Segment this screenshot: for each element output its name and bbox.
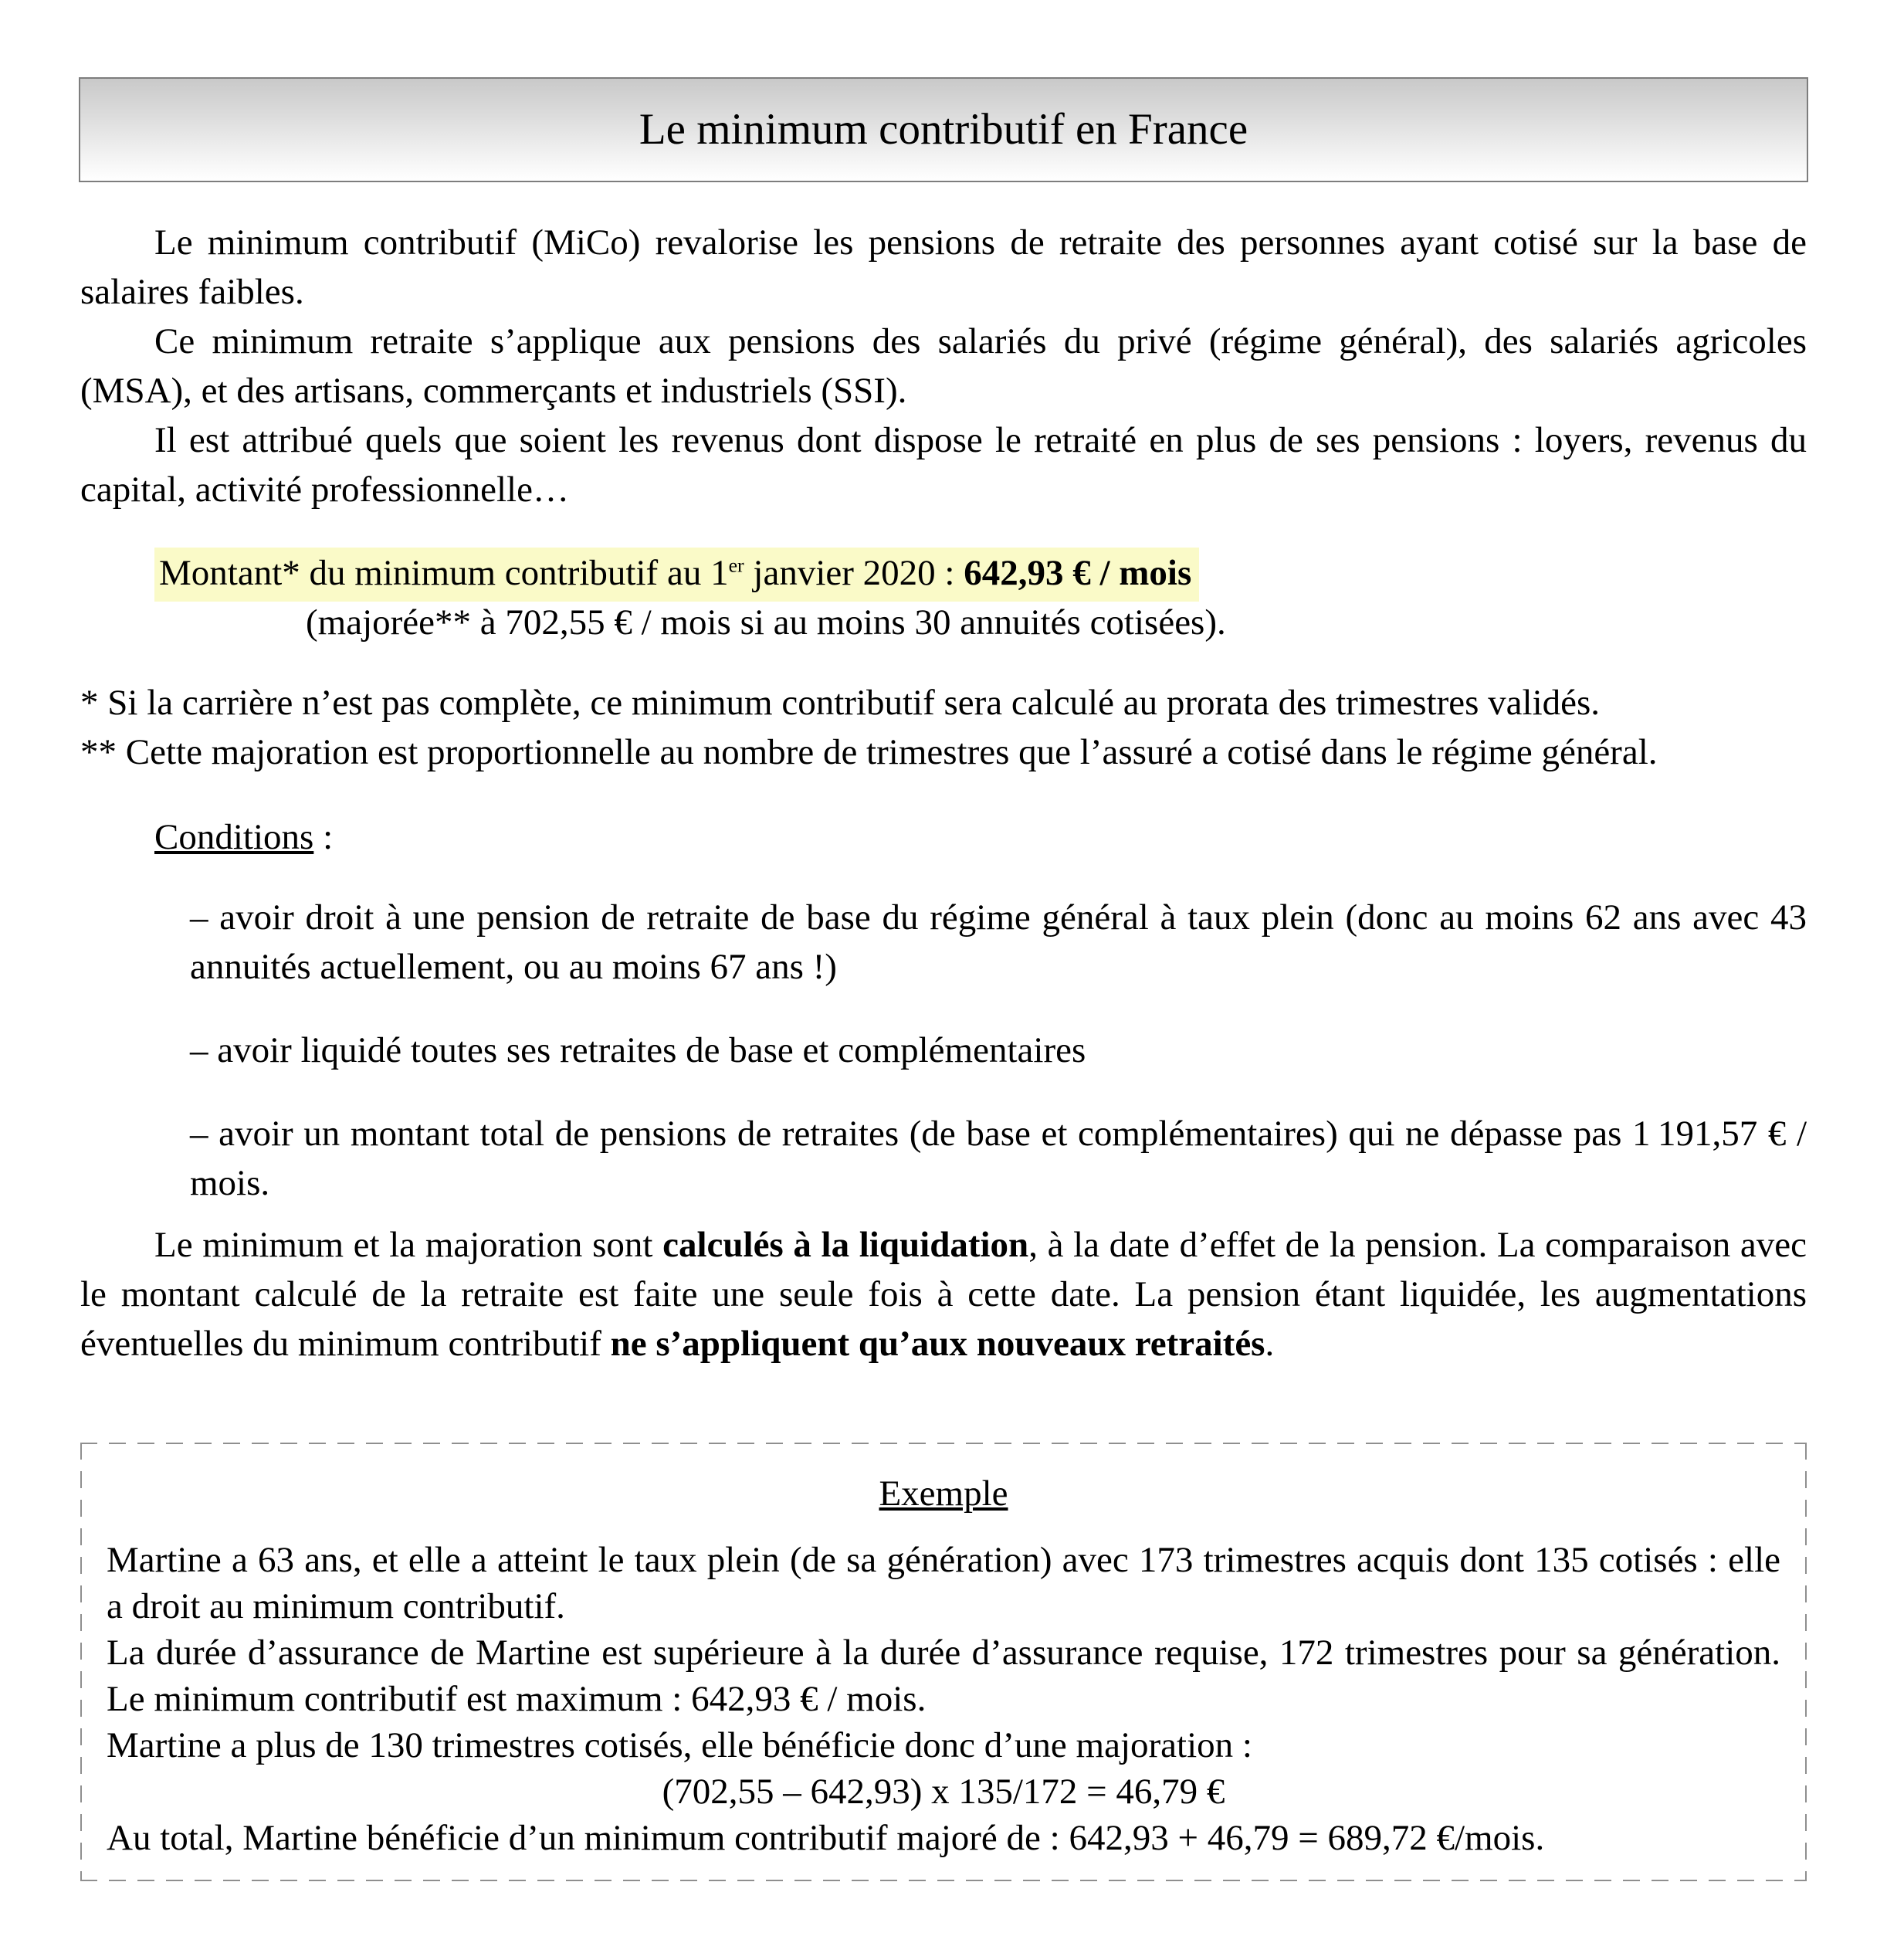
closing-bold-1: calculés à la liquidation xyxy=(662,1225,1029,1265)
document-body xyxy=(80,218,1807,1881)
conditions-colon: : xyxy=(313,817,334,857)
conditions-heading xyxy=(80,812,1807,862)
footnote-1: * Si la carrière n’est pas complète, ce minimum contributif sera calculé au prorata des trimestres validés. xyxy=(80,683,1601,723)
ordinal-superscript: er xyxy=(728,554,744,577)
page-title: Le minimum contributif en France xyxy=(639,105,1248,154)
amount-line xyxy=(80,548,1807,598)
closing-text-2: , à la date d’effet de la pension. La comparaison avec le montant calculé de la retraite est faite une seule fois à cette date. La pension étant liquidée, les augmentations éventuelles du minimum contributif xyxy=(80,1225,1807,1364)
intro-paragraph-2: Ce minimum retraite s’applique aux pensions des salariés du privé (régime général), des salariés agricoles (MSA), et des artisans, commerçants et industriels (SSI). xyxy=(80,321,1807,411)
condition-bullet-3: – avoir un montant total de pensions de retraites (de base et complémentaires) qui ne dépasse pas 1 191,57 € / mois. xyxy=(190,1114,1807,1203)
example-box xyxy=(80,1443,1807,1881)
example-title-text: Exemple xyxy=(879,1473,1008,1514)
example-paragraph-2: La durée d’assurance de Martine est supérieure à la durée d’assurance requise, 172 trimestres pour sa génération. Le minimum contributif est maximum : 642,93 € / mois. xyxy=(107,1633,1780,1719)
closing-bold-2: ne s’appliquent qu’aux nouveaux retraités xyxy=(610,1324,1265,1364)
example-paragraph-1: Martine a 63 ans, et elle a atteint le taux plein (de sa génération) avec 173 trimestres acquis dont 135 cotisés : elle a droit au minimum contributif. xyxy=(107,1540,1780,1626)
example-paragraph-4: Au total, Martine bénéficie d’un minimum contributif majoré de : 642,93 + 46,79 = 689,72 €/mois. xyxy=(107,1818,1545,1858)
amount-text-middle: janvier 2020 : xyxy=(744,553,964,593)
majoration-line: (majorée** à 702,55 € / mois si au moins 30 annuités cotisées). xyxy=(306,602,1226,643)
closing-text-1: Le minimum et la majoration sont xyxy=(154,1225,663,1265)
intro-paragraph-3: Il est attribué quels que soient les revenus dont dispose le retraité en plus de ses pensions : loyers, revenus du capital, activité professionnelle… xyxy=(80,420,1807,510)
intro-paragraph-1: Le minimum contributif (MiCo) revalorise les pensions de retraite des personnes ayant cotisé sur la base de salaires faibles. xyxy=(80,222,1807,312)
title-bar xyxy=(79,77,1808,182)
example-title xyxy=(107,1470,1780,1517)
condition-bullet-2: – avoir liquidé toutes ses retraites de base et complémentaires xyxy=(190,1030,1086,1070)
closing-paragraph xyxy=(80,1220,1807,1368)
highlighted-amount xyxy=(154,548,1199,602)
closing-text-3: . xyxy=(1265,1324,1275,1364)
example-formula: (702,55 – 642,93) x 135/172 = 46,79 € xyxy=(662,1772,1225,1812)
conditions-label: Conditions xyxy=(154,817,314,857)
amount-text-start: Montant* du minimum contributif au 1 xyxy=(159,553,729,593)
amount-value-bold: 642,93 € / mois xyxy=(964,553,1192,593)
footnote-2: ** Cette majoration est proportionnelle au nombre de trimestres que l’assuré a cotisé dans le régime général. xyxy=(80,732,1658,772)
condition-bullet-1: – avoir droit à une pension de retraite de base du régime général à taux plein (donc au moins 62 ans avec 43 annuités actuellement, ou au moins 67 ans !) xyxy=(190,897,1807,987)
example-paragraph-3: Martine a plus de 130 trimestres cotisés, elle bénéficie donc d’une majoration : xyxy=(107,1725,1252,1765)
